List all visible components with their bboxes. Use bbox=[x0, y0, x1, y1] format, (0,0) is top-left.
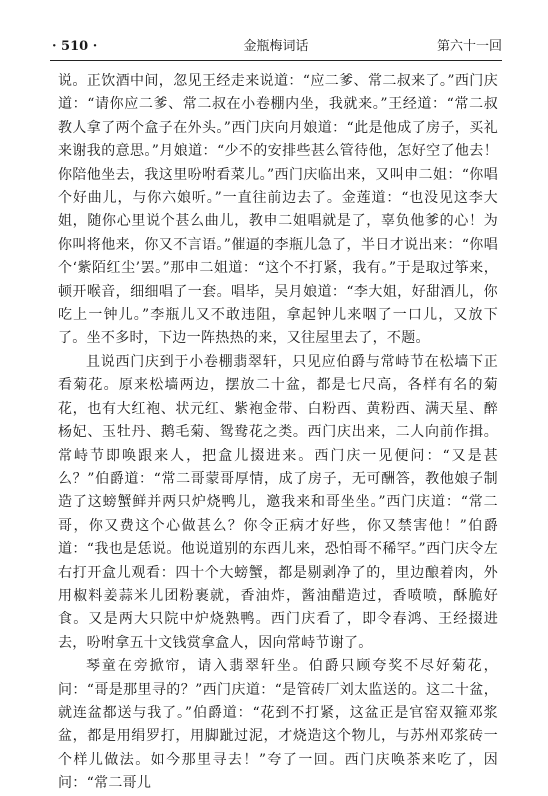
paragraph-1: 说。正饮酒中间，忽见王经走来说道：“应二爹、常二叔来了。”西门庆道：“请你应二爹、常二叔在小卷棚内坐，我就来。”王经道：“常二叔教人拿了两个盒子在外头。”西门庆向月娘道：“此是他成了房子，买礼来谢我的意思。”月娘道：“少不的安排些甚么管待他，怎好空了他去！你陪他坐去，我这里吩咐看菜儿。”西门庆临出来，又叫申二姐：“你唱个好曲儿，与你六娘听。”一直往前边去了。金莲道：“也没见这李大姐，随你心里说个甚么曲儿，教申二姐唱就是了，辜负他爹的心！为你叫将他来，你又不言语。”催逼的李瓶儿急了，半日才说出来：“你唱个‘紫陌红尘’罢。”那申二姐道：“这个不打紧，我有。”于是取过筝来，顿开喉音，细细唱了一套。唱毕，吴月娘道：“李大姐，好甜酒儿，你吃上一钟儿。”李瓶儿又不敢违阻，拿起钟儿来咽了一口儿，又放下了。坐不多时，下边一阵热热的来，又往屋里去了，不题。 bbox=[58, 73, 498, 347]
chapter-title: 第六十一回 bbox=[436, 39, 502, 54]
book-title: 金瓶梅词话 bbox=[243, 39, 309, 54]
page-number: · 510 · bbox=[52, 39, 98, 54]
paragraph-2: 且说西门庆到于小卷棚翡翠轩，只见应伯爵与常峙节在松墙下正看菊花。原来松墙两边，摆放二十盆，都是七尺高，各样有名的菊花，也有大红袍、状元红、紫袍金带、白粉西、黄粉西、满天星、醉杨妃、玉牡丹、鹅毛菊、鸳鸯花之类。西门庆出来，二人向前作揖。常峙节即唤跟来人，把盒儿掇进来。西门庆一见便问：“又是甚么？”伯爵道：“常二哥蒙哥厚情，成了房子，无可酬答，教他娘子制造了这螃蟹鲜并两只炉烧鸭儿，邀我来和哥坐坐。”西门庆道：“常二哥，你又费这个心做甚么？你令正病才好些，你又禁害他！”伯爵道：“我也是恁说。他说道别的东西儿来，恐怕哥不稀罕。”西门庆令左右打开盒儿观看：四十个大螃蟹，都是剔剥净了的，里边酿着肉，外用椒料姜蒜米儿团粉裹就，香油炸，酱油醋造过，香喷喷，酥脆好食。又是两大只院中炉烧熟鸭。西门庆看了，即令春鸿、王经掇进去，吩咐拿五十文钱赏拿盒人，因向常峙节谢了。 bbox=[58, 353, 498, 651]
paragraph-3: 琴童在旁掀帘，请入翡翠轩坐。伯爵只顾夸奖不尽好菊花，问：“哥是那里寻的？”西门庆道：“是管砖厂刘太监送的。这二十盆，就连盆都送与我了。”伯爵道：“花到不打紧，这盆正是官窑双箍邓浆盆，都是用绢罗打，用脚跐过泥，才烧造这个物儿，与苏州邓浆砖一个样儿做法。如今那里寻去！”夸了一回。西门庆唤茶来吃了，因问：“常二哥儿 bbox=[58, 658, 498, 792]
body-text bbox=[58, 70, 498, 796]
running-header bbox=[50, 36, 502, 58]
header-rule bbox=[50, 60, 502, 61]
